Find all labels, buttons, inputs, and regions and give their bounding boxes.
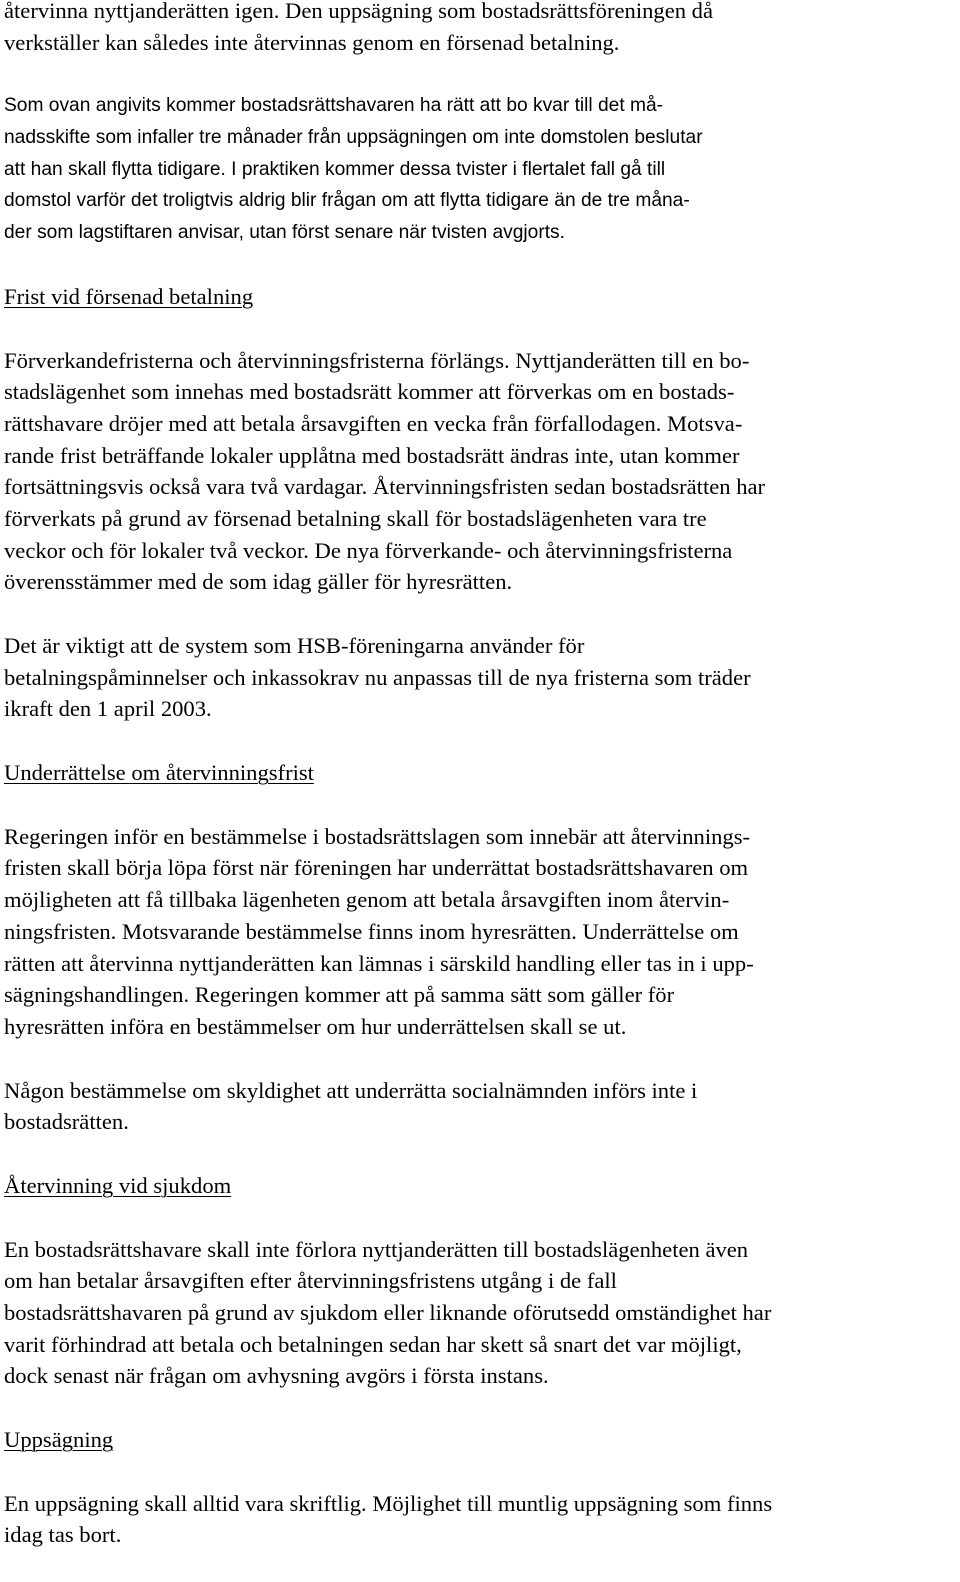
paragraph-socialnamnden — [4, 1075, 954, 1138]
text-line: En uppsägning skall alltid vara skriftlig. Möjlighet till muntlig uppsägning som finns — [4, 1490, 773, 1516]
text-line: om han betalar årsavgiften efter återvinningsfristens utgång i de fall — [4, 1268, 617, 1294]
text-line: der som lagstiftaren anvisar, utan först senare när tvisten avgjorts. — [4, 222, 565, 244]
text-line: dock senast när frågan om avhysning avgörs i första instans. — [4, 1363, 549, 1389]
heading-atervinning-vid-sjukdom: Återvinning vid sjukdom — [4, 1172, 232, 1198]
text-line: hyresrätten införa en bestämmelser om hur underrättelsen skall se ut. — [4, 1013, 627, 1039]
paragraph-hsb — [4, 630, 954, 725]
text-line: rättshavare dröjer med att betala årsavgiften en vecka från förfallodagen. Motsva- — [4, 410, 743, 436]
text-line: rande frist beträffande lokaler upplåtna med bostadsrätt ändras inte, utan kommer — [4, 442, 740, 468]
text-line: ningsfristen. Motsvarande bestämmelse finns inom hyresrätten. Underrättelse om — [4, 918, 739, 944]
document-page — [4, 0, 954, 1551]
text-line: Regeringen inför en bestämmelse i bostadsrättslagen som innebär att återvinnings- — [4, 823, 751, 849]
paragraph-ovan-angivits — [4, 90, 954, 248]
text-line: veckor och för lokaler två veckor. De nya förverkande- och återvinningsfristerna — [4, 537, 733, 563]
text-line: En bostadsrättshavare skall inte förlora nyttjanderätten till bostadslägenheten även — [4, 1236, 749, 1262]
text-line: varit förhindrad att betala och betalningen sedan har skett så snart det var möjligt, — [4, 1331, 742, 1357]
heading-frist-vid-forsenad-betalning: Frist vid försenad betalning — [4, 283, 254, 309]
text-line: förverkats på grund av försenad betalning skall för bostadslägenheten vara tre — [4, 505, 707, 531]
heading-underrattelse-om-atervinningsfrist: Underrättelse om återvinningsfrist — [4, 760, 314, 786]
heading-uppsagning: Uppsägning — [4, 1427, 114, 1453]
text-line: Som ovan angivits kommer bostadsrättshavaren ha rätt att bo kvar till det må- — [4, 95, 664, 117]
text-line: möjligheten att få tillbaka lägenheten genom att betala årsavgiften inom återvin- — [4, 887, 730, 913]
text-line: stadslägenhet som innehas med bostadsrätt kommer att förverkas om en bostads- — [4, 379, 735, 405]
paragraph-underrattelse — [4, 821, 954, 1043]
text-line: återvinna nyttjanderätten igen. Den uppsägning som bostadsrättsföreningen då — [4, 0, 714, 23]
paragraph-sjukdom — [4, 1234, 954, 1392]
text-line: betalningspåminnelser och inkassokrav nu anpassas till de nya fristerna som träder — [4, 664, 751, 690]
text-line: bostadsrättshavaren på grund av sjukdom eller liknande oförutsedd omständighet har — [4, 1300, 772, 1325]
text-line: fristen skall börja löpa först när föreningen har underrättat bostadsrättshavaren om — [4, 855, 749, 881]
text-line: verkställer kan således inte återvinnas genom en försenad betalning. — [4, 29, 620, 55]
text-line: rätten att återvinna nyttjanderätten kan lämnas i särskild handling eller tas in i upp- — [4, 950, 754, 976]
text-line: överensstämmer med de som idag gäller för hyresrätten. — [4, 569, 513, 595]
text-line: nadsskifte som infaller tre månader från uppsägningen om inte domstolen beslutar — [4, 127, 703, 149]
text-line: Det är viktigt att de system som HSB-föreningarna använder för — [4, 633, 585, 658]
text-line: Förverkandefristerna och återvinningsfristerna förlängs. Nyttjanderätten till en bo- — [4, 347, 750, 373]
text-line: fortsättningsvis också vara två vardagar. Återvinningsfristen sedan bostadsrätten har — [4, 474, 766, 500]
text-line: att han skall flytta tidigare. I praktiken kommer dessa tvister i flertalet fall gå till — [4, 158, 666, 180]
paragraph-intro — [4, 0, 954, 58]
text-line: bostadsrätten. — [4, 1109, 129, 1135]
text-line: sägningshandlingen. Regeringen kommer att på samma sätt som gäller för — [4, 982, 675, 1008]
text-line: domstol varför det troligtvis aldrig blir frågan om att flytta tidigare än de tre måna- — [4, 190, 690, 212]
text-line: ikraft den 1 april 2003. — [4, 696, 212, 722]
text-line: Någon bestämmelse om skyldighet att underrätta socialnämnden införs inte i — [4, 1077, 698, 1103]
paragraph-uppsagning — [4, 1488, 954, 1551]
paragraph-frist — [4, 345, 954, 599]
text-line: idag tas bort. — [4, 1522, 122, 1548]
